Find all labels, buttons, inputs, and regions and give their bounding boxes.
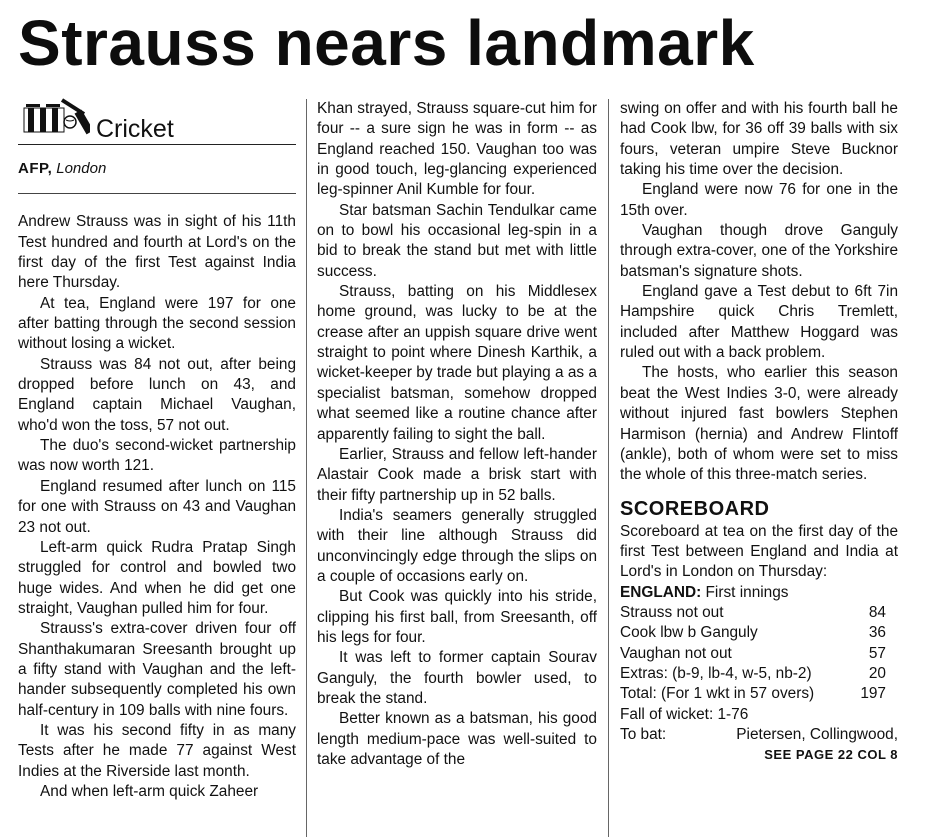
scoreboard-row [620,684,898,704]
section-header [18,98,296,145]
scoreboard-title: SCOREBOARD [620,497,770,520]
scoreboard-row [620,623,898,643]
scoreboard-row [620,603,898,623]
paragraph: Strauss was 84 not out, after being dropped before lunch on 43, and England captain Michael Vaughan, who'd won the toss, 57 not out. [18,355,296,434]
paragraph: Strauss's extra-cover driven four off Shanthakumaran Sreesanth brought up a fifty stand with Vaughan and the left-hander subsequently completed his own half-century in 109 balls with nine fours. [18,620,296,719]
see-page-link[interactable]: SEE PAGE 22 COL 8 [764,747,898,763]
paragraph: The duo's second-wicket partnership was now worth 121. [18,437,296,475]
byline-agency: AFP, [18,160,53,177]
scoreboard-team-line [620,583,898,603]
scoreboard-fall-of-wicket: Fall of wicket: 1-76 [620,705,749,723]
paragraph: Andrew Strauss was in sight of his 11th Test hundred and fourth at Lord's on the first day of the first Test against India here Thursday. [18,213,296,292]
paragraph: Vaughan though drove Ganguly through extra-cover, one of the Yorkshire batsman's signature shots. [620,222,898,280]
scoreboard-row [620,664,898,684]
paragraph: At tea, England were 197 for one after batting through the second session without losing a wicket. [18,294,296,353]
paragraph: Better known as a batsman, his good length medium-pace was well-suited to take advantage of the [317,710,597,768]
scoreboard-row-label: Total: (For 1 wkt in 57 overs) [620,685,815,703]
column-3 [620,99,898,837]
column-rule [306,99,307,837]
paragraph: England were now 76 for one in the 15th over. [620,181,898,219]
headline: Strauss nears landmark [18,7,755,79]
scoreboard-row-value: 57 [868,644,886,662]
scoreboard-to-bat-names: Pietersen, Collingwood, [736,725,898,743]
paragraph: It was left to former captain Sourav Ganguly, the fourth bowler used, to break the stand. [317,649,597,707]
scoreboard-row-value: 36 [868,624,886,642]
scoreboard-innings: First innings [705,583,789,601]
paragraph: And when left-arm quick Zaheer [40,782,259,800]
scoreboard-intro: Scoreboard at tea on the first day of the first Test between England and India at Lord's in London on Thursday: [620,522,898,581]
cricket-bat-ball-icon [18,96,90,142]
paragraph: Star batsman Sachin Tendulkar came on to bowl his occasional leg-spin in a bid to break the stand but met with little success. [317,201,597,280]
paragraph: England resumed after lunch on 115 for one with Strauss on 43 and Vaughan 23 not out. [18,477,296,536]
paragraph: England gave a Test debut to 6ft 7in Hampshire quick Chris Tremlett, included after Matthew Hoggard was ruled out with a back problem. [620,283,898,362]
paragraph: Khan strayed, Strauss square-cut him for four -- a sure sign he was in form -- as England reached 150. Vaughan too was in good touch, leg-glancing experienced leg-spinner Anil Kumble for four. [317,100,597,199]
column-2 [317,99,597,837]
column-1 [18,92,296,837]
paragraph: swing on offer and with his fourth ball he had Cook lbw, for 36 off 39 balls with six fours, veteran umpire Steve Bucknor taking his time over the decision. [620,100,898,179]
scoreboard-team: ENGLAND: [620,583,702,601]
byline [18,159,296,194]
paragraph: But Cook was quickly into his stride, clipping his first ball, from Sreesanth, off his legs for four. [317,588,597,646]
scoreboard-row [620,644,898,664]
scoreboard-row-value: 84 [868,603,886,621]
paragraph: Left-arm quick Rudra Pratap Singh struggled for control and bowled two huge wides. And when he did get one straight, Vaughan pulled him for four. [18,538,296,617]
scoreboard-row-label: Vaughan not out [620,644,732,662]
scoreboard-row-label: Cook lbw b Ganguly [620,624,758,642]
paragraph: Strauss, batting on his Middlesex home ground, was lucky to be at the crease after an uppish square drive went straight to point where Dinesh Karthik, a wicket-keeper by trade but playing a as a specialist batsman, somehow dropped what seemed like a routine chance after apparently failing to sight the ball. [317,283,597,443]
paragraph: The hosts, who earlier this season beat the West Indies 3-0, were already without injured fast bowlers Stephen Harmison (hernia) and Andrew Flintoff (ankle), both of whom were set to miss the whole of this three-match series. [620,364,898,484]
scoreboard-row-label: Extras: (b-9, lb-4, w-5, nb-2) [620,664,812,682]
column-rule [608,99,609,837]
scoreboard-row-value: 20 [868,664,886,682]
scoreboard-to-bat-label: To bat: [620,725,667,743]
byline-place: London [56,160,107,177]
scoreboard-to-bat [620,725,898,745]
paragraph: It was his second fifty in as many Tests after he made 77 against West Indies at the Riverside last month. [18,721,296,780]
paragraph: Earlier, Strauss and fellow left-hander Alastair Cook made a brisk start with their fifty partnership up in 52 balls. [317,445,597,504]
paragraph: India's seamers generally struggled with their line although Strauss did unconvincingly edge through the slips on a couple of occasions early on. [317,506,597,585]
section-label: Cricket [96,115,174,143]
scoreboard-row-label: Strauss not out [620,603,724,621]
scoreboard-row-value: 197 [860,685,886,703]
